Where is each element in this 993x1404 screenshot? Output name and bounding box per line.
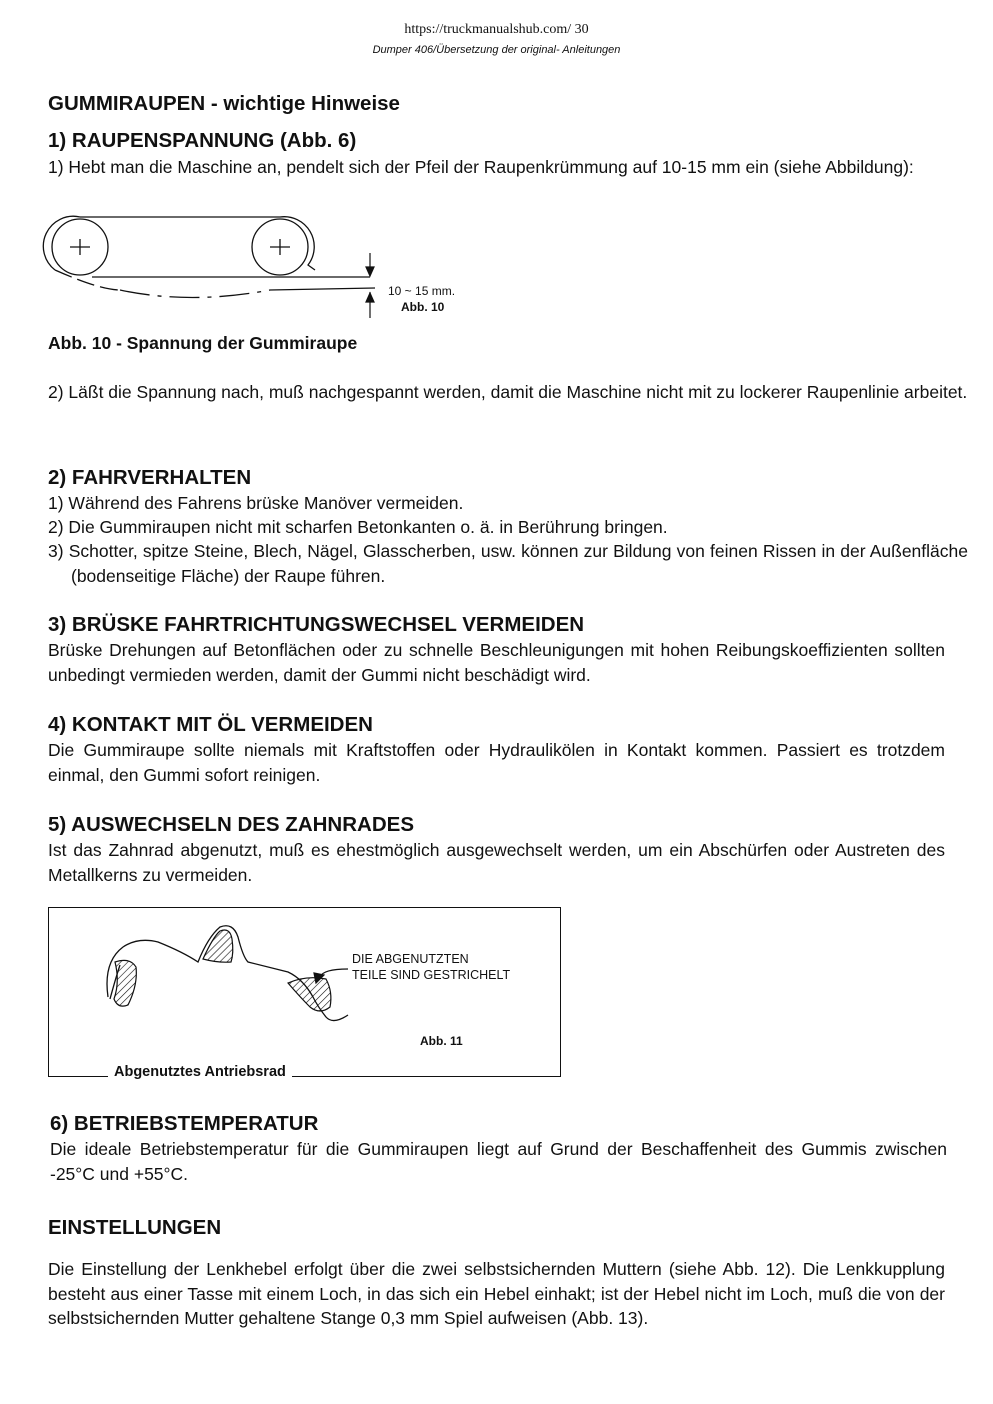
figure10-caption: Abb. 10 - Spannung der Gummiraupe: [48, 333, 358, 353]
header-url: https://truckmanualshub.com/ 30: [404, 22, 589, 37]
figure11-title: Abgenutztes Antriebsrad: [108, 1064, 292, 1080]
worn-area-1: [114, 960, 136, 1006]
figure10-label: Abb. 10: [401, 300, 445, 314]
section-4-title: 4) KONTAKT MIT ÖL VERMEIDEN: [48, 713, 373, 736]
measure-arrow: [366, 253, 374, 318]
worn-area-3: [288, 978, 331, 1011]
s2-item-1: 1) Während des Fahrens brüske Manöver vermeiden.: [48, 493, 464, 513]
worn-area-2: [203, 930, 233, 962]
s3-text: Brüske Drehungen auf Betonflächen oder zu schnelle Beschleunigungen mit hohen Reibungskoeffizienten sollten unbedingt vermieden werden, damit der Gummi nicht beschädigt wird.: [48, 640, 945, 685]
section-6-title: 6) BETRIEBSTEMPERATUR: [50, 1112, 319, 1135]
section-5-title: 5) AUSWECHSELN DES ZAHNRADES: [48, 813, 414, 836]
page-title: GUMMIRAUPEN - wichtige Hinweise: [48, 92, 400, 115]
s6-text: Die ideale Betriebstemperatur für die Gummiraupen liegt auf Grund der Beschaffenheit des Gummis zwischen -25°C und +55°C.: [50, 1139, 947, 1184]
s7-text: Die Einstellung der Lenkhebel erfolgt über die zwei selbstsichernden Muttern (siehe Abb. 12). Die Lenkkupplung besteht aus einer Tasse mit einem Loch, in das sich ein Hebel einhakt; ist der Hebel nicht im Loch, muß die von der selbstsichernden Mutter gehaltene Stange 0,3 mm Spiel aufweisen (Abb. 13).: [48, 1259, 945, 1328]
s2-item-3: 3) Schotter, spitze Steine, Blech, Nägel, Glasscherben, usw. können zur Bildung von feinen Rissen in der Außenfläche (bodenseitige Fläche) der Raupe führen.: [48, 541, 968, 586]
s1-item-1: 1) Hebt man die Maschine an, pendelt sich der Pfeil der Raupenkrümmung auf 10-15 mm ein (siehe Abbildung):: [48, 157, 914, 177]
figure11-label: Abb. 11: [420, 1034, 463, 1048]
figure10-measure: 10 ~ 15 mm.: [388, 284, 456, 298]
section-1-title: 1) RAUPENSPANNUNG (Abb. 6): [48, 129, 357, 152]
s1-item-2: 2) Läßt die Spannung nach, muß nachgespannt werden, damit die Maschine nicht mit zu lockerer Raupenlinie arbeitet.: [48, 382, 968, 402]
section-3-title: 3) BRÜSKE FAHRTRICHTUNGSWECHSEL VERMEIDEN: [48, 613, 585, 636]
s4-text: Die Gummiraupe sollte niemals mit Kraftstoffen oder Hydraulikölen in Kontakt kommen. Passiert es trotzdem einmal, den Gummi sofort reinigen.: [48, 740, 945, 785]
figure11-note-line2: TEILE SIND GESTRICHELT: [352, 968, 511, 982]
header-subtitle: Dumper 406/Übersetzung der original- Anleitungen: [372, 44, 621, 56]
section-2-title: 2) FAHRVERHALTEN: [48, 466, 252, 489]
worn-sprocket-figure: [48, 907, 559, 1075]
s5-text: Ist das Zahnrad abgenutzt, muß es ehestmöglich ausgewechselt werden, um ein Abschürfen oder Austreten des Metallkerns zu vermeiden.: [48, 840, 945, 885]
figure11-note-line1: DIE ABGENUTZTEN: [352, 952, 469, 966]
s2-item-2: 2) Die Gummiraupen nicht mit scharfen Betonkanten o. ä. in Berührung bringen.: [48, 517, 668, 537]
section-7-title: EINSTELLUNGEN: [48, 1216, 222, 1239]
